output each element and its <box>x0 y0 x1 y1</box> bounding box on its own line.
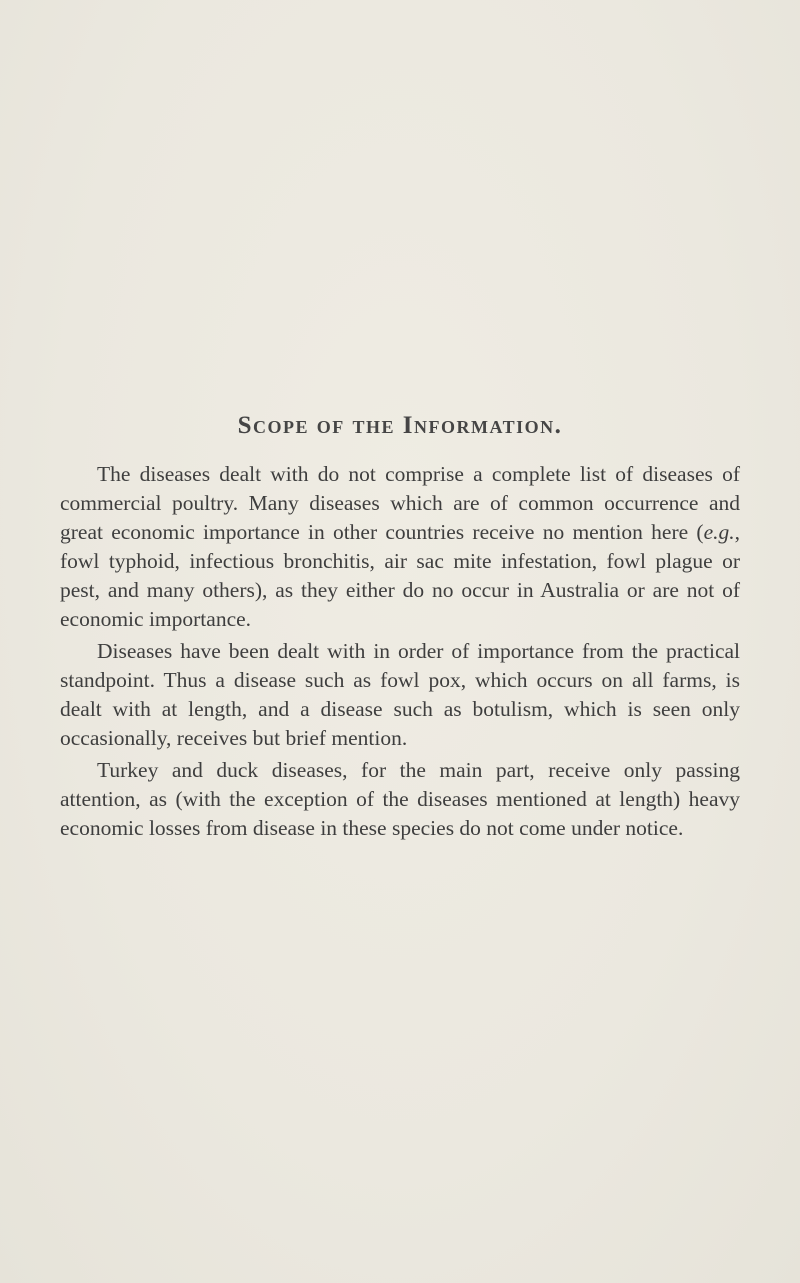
paragraph-3: Turkey and duck diseases, for the main part, receive only passing attention, as (with the exception of the diseases mentioned at length) heavy economic losses from disease in these species do not come under notice. <box>60 758 740 840</box>
body-text <box>60 460 740 843</box>
paragraph-2: Diseases have been dealt with in order of importance from the practical standpoint. Thus a disease such as fowl pox, which occurs on all farms, is dealt with at length, and a disease such as botulism, which is seen only occasionally, receives but brief mention. <box>60 639 740 750</box>
paragraph-1-emphasis: e.g. <box>703 520 735 544</box>
paragraph-1-text-a: The diseases dealt with do not comprise a complete list of diseases of commercial poultry. Many diseases which are of common occurrence and great economic importance in other countries receive no mention here ( <box>60 462 740 544</box>
paragraph-1 <box>60 460 740 634</box>
section-title: Scope of the Information. <box>237 412 563 439</box>
paragraph-1-text-b: , fowl typhoid, infectious bronchitis, air sac mite infestation, fowl plague or pest, and many others), as they either do no occur in Australia or are not of economic importance. <box>60 520 740 631</box>
